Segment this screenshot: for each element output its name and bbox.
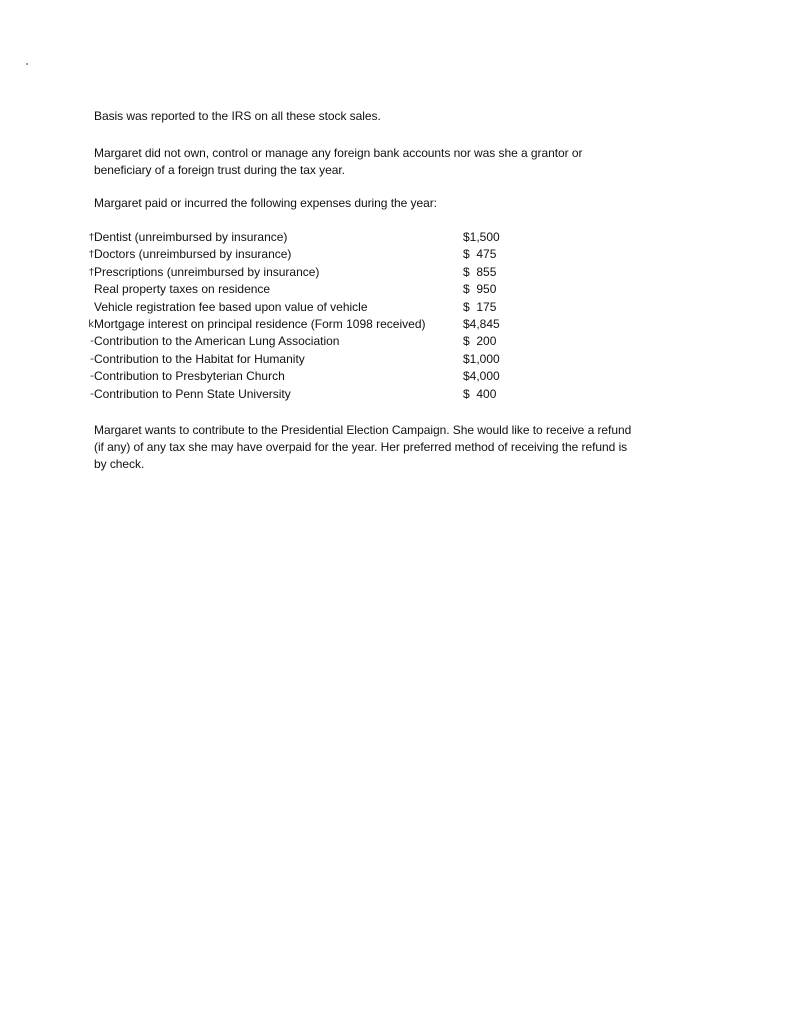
expense-description: Dentist (unreimbursed by insurance) bbox=[94, 230, 288, 244]
foreign-accounts-paragraph bbox=[94, 145, 582, 179]
handwritten-mark: k bbox=[88, 318, 94, 330]
expense-row bbox=[80, 264, 520, 281]
expense-amount: $ 175 bbox=[463, 299, 497, 314]
expense-row bbox=[80, 351, 520, 368]
expense-description: Prescriptions (unreimbursed by insurance) bbox=[94, 264, 320, 279]
handwritten-mark: † bbox=[89, 232, 94, 243]
expense-description: Vehicle registration fee based upon value of vehicle bbox=[94, 299, 368, 314]
expense-amount: $4,000 bbox=[463, 369, 500, 384]
expenses-intro-text: Margaret paid or incurred the following expenses during the year: bbox=[94, 196, 437, 210]
expense-amount: $ 200 bbox=[463, 334, 497, 349]
scan-speck bbox=[26, 63, 28, 65]
expense-row bbox=[80, 246, 520, 263]
expense-amount: $ 950 bbox=[463, 282, 497, 297]
expense-amount: $ 855 bbox=[463, 264, 497, 279]
closing-line-3: by check. bbox=[94, 457, 145, 471]
handwritten-mark: † bbox=[89, 266, 94, 278]
expense-amount: $ 475 bbox=[463, 247, 497, 262]
expense-list bbox=[80, 229, 520, 403]
basis-paragraph bbox=[94, 108, 381, 125]
expense-amount: $ 400 bbox=[463, 386, 497, 401]
expense-row bbox=[80, 299, 520, 316]
expense-description: Contribution to the Habitat for Humanity bbox=[94, 351, 305, 366]
expenses-intro-paragraph bbox=[94, 195, 437, 212]
expense-description: Doctors (unreimbursed by insurance) bbox=[94, 247, 292, 262]
handwritten-mark: - bbox=[90, 369, 94, 383]
handwritten-mark: - bbox=[90, 386, 94, 400]
expense-description: Contribution to Presbyterian Church bbox=[94, 369, 285, 384]
expense-description: Contribution to the American Lung Association bbox=[94, 334, 340, 349]
foreign-accounts-line-2: beneficiary of a foreign trust during the tax year. bbox=[94, 163, 345, 177]
expense-description: Real property taxes on residence bbox=[94, 282, 271, 297]
closing-paragraph bbox=[94, 422, 631, 473]
expense-description: Mortgage interest on principal residence (Form 1098 received) bbox=[94, 316, 426, 331]
expense-description: Contribution to Penn State University bbox=[94, 386, 291, 401]
basis-text: Basis was reported to the IRS on all these stock sales. bbox=[94, 109, 381, 123]
expense-amount: $4,845 bbox=[463, 316, 500, 331]
handwritten-mark: † bbox=[89, 249, 94, 261]
expense-row bbox=[80, 368, 520, 385]
expense-row bbox=[80, 229, 520, 246]
closing-line-1: Margaret wants to contribute to the Presidential Election Campaign. She would like to receive a refund bbox=[94, 423, 632, 437]
expense-row bbox=[80, 316, 520, 333]
expense-amount: $1,500 bbox=[463, 230, 500, 244]
foreign-accounts-line-1: Margaret did not own, control or manage any foreign bank accounts nor was she a grantor or bbox=[94, 146, 583, 160]
closing-line-2: (if any) of any tax she may have overpaid for the year. Her preferred method of receiving the refund is bbox=[94, 440, 628, 454]
handwritten-mark: - bbox=[90, 351, 94, 365]
expense-row bbox=[80, 333, 520, 350]
expense-row bbox=[80, 281, 520, 298]
handwritten-mark: - bbox=[90, 334, 94, 348]
expense-amount: $1,000 bbox=[463, 351, 500, 366]
expense-row bbox=[80, 386, 520, 403]
